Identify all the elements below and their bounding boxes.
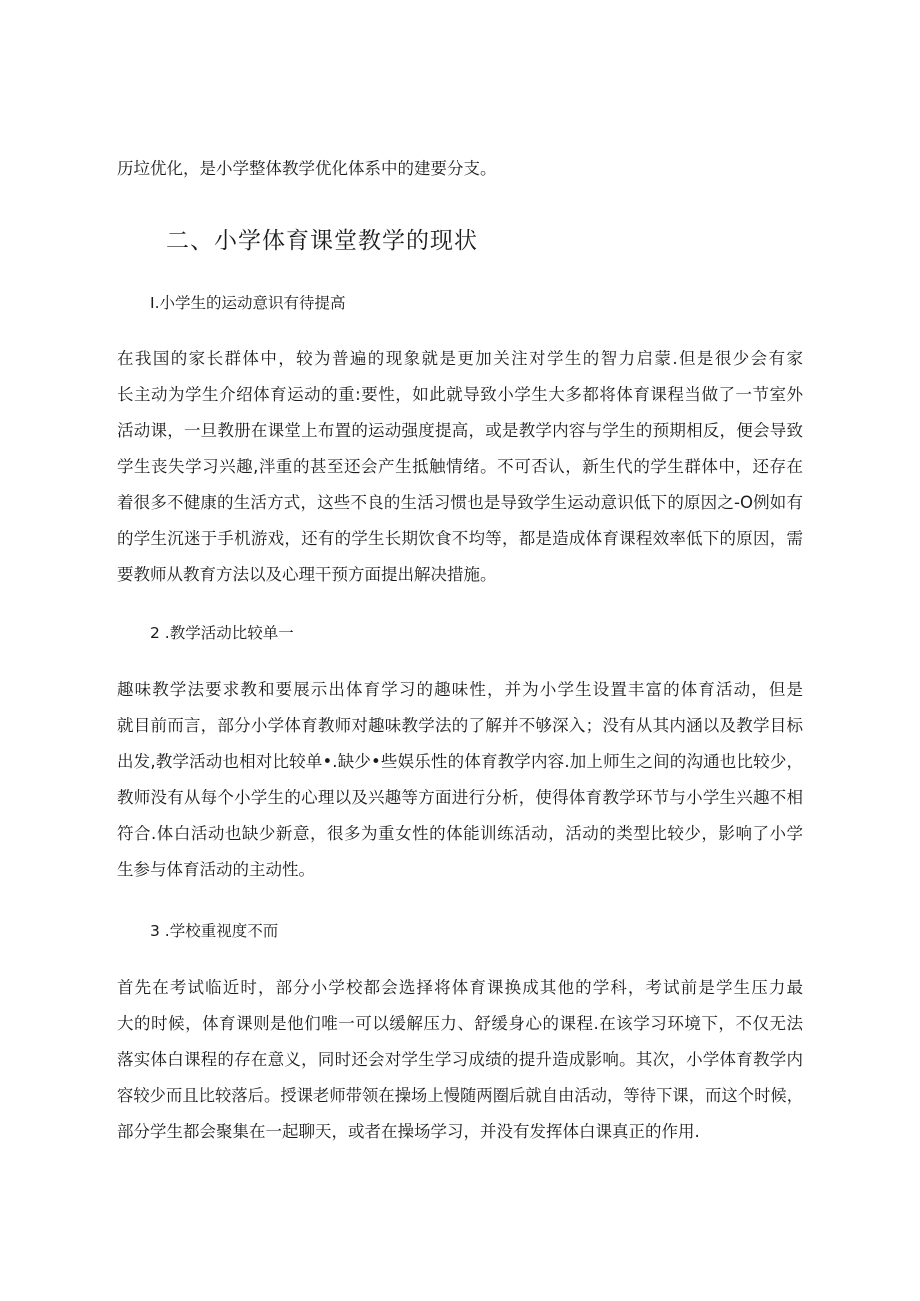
subsection-1-line-5: 着很多不健康的生活方式，这些不良的生活习惯也是导致学生运动意识低下的原因之-O例如有 [117, 493, 803, 512]
subsection-1-line-3: 活动课，一旦教册在课堂上布置的运动强度提高，或是教学内容与学生的预期相反，便会导致 [117, 421, 803, 440]
subsection-1-line-2: 长主动为学生介绍体育运动的重:要性，如此就导致小学生大多都将体育课程当做了一节室外 [117, 385, 803, 404]
subsection-1-line-6: 的学生沉迷于手机游戏，还有的学生长期饮食不均等，都是造成体育课程效率低下的原因，需 [117, 529, 803, 548]
intro-tail-line: 历垃优化，是小学整体教学优化体系中的建要分支。 [117, 159, 497, 178]
subsection-3-line-4: 容较少而且比较落后。授课老师带领在操场上慢随两圈后就自由活动，等待下课，而这个时候， [117, 1086, 803, 1105]
subsection-3-line-1: 首先在考试临近时，部分小学校都会选择将体育课换成其他的学科，考试前是学生压力最 [117, 978, 803, 997]
section-title: 二、小学体育课堂教学的现状 [166, 228, 478, 254]
subsection-2-heading: 2 .教学活动比较单一 [150, 624, 294, 642]
subsection-1-line-7: 要教师从教育方法以及心理干预方面提出解决措施。 [117, 565, 497, 584]
subsection-2-line-1: 趣味教学法要求教和要展示出体育学习的趣味性，并为小学生设置丰富的体育活动，但是 [117, 680, 803, 699]
subsection-3-line-3: 落实体白课程的存在意义，同时还会对学生学习成绩的提升造成影响。其次，小学体育教学内 [117, 1050, 803, 1069]
subsection-2-line-2: 就目前而言，部分小学体育教师对趣味教学法的了解并不够深入；没有从其内涵以及教学目标 [117, 716, 803, 735]
subsection-3-heading: 3 .学校重视度不而 [150, 922, 279, 940]
subsection-3-line-2: 大的时候，体育课则是他们唯一可以缓解压力、舒缓身心的课程.在该学习环境下，不仅无法 [117, 1014, 803, 1033]
subsection-1-heading: I.小学生的运动意识有待提高 [150, 294, 346, 312]
subsection-3-line-5: 部分学生都会聚集在一起聊天，或者在操场学习，并没有发挥体白课真正的作用. [117, 1122, 700, 1141]
subsection-2-line-5: 符合.体白活动也缺少新意，很多为重女性的体能训练活动，活动的类型比较少，影响了小学 [117, 824, 803, 843]
subsection-1-line-4: 学生丧失学习兴趣,泮重的甚至还会产生抵触情绪。不可否认，新生代的学生群体中，还存在 [117, 457, 803, 476]
subsection-2-line-4: 教师没有从每个小学生的心理以及兴趣等方面进行分析，使得体育教学环节与小学生兴趣不相 [117, 788, 803, 807]
subsection-2-line-6: 生参与体育活动的主动性。 [117, 860, 315, 879]
subsection-2-line-3: 出发,教学活动也相对比较单•.缺少•些娱乐性的体育教学内容.加上师生之间的沟通也比较少， [117, 752, 803, 771]
subsection-1-line-1: 在我国的家长群体中，较为普遍的现象就是更加关注对学生的智力启蒙.但是很少会有家 [117, 349, 803, 368]
